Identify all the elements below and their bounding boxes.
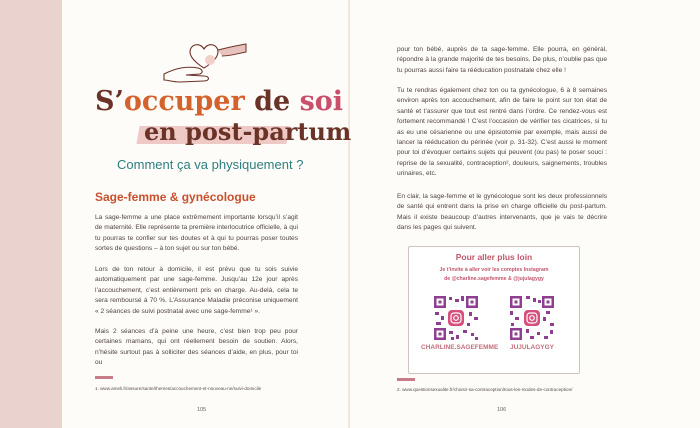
left-footnote: 1. www.ameli.fr/assure/sante/themes/accouchement-et-nouveau-ne/suivi-domicile [95, 386, 262, 391]
qr-label-charline: CHARLINE.SAGEFEMME [421, 344, 499, 351]
card-line-2: de @charline.sagefemme & @jujulagygy [444, 276, 544, 282]
left-paragraph-1: La sage-femme a une place extrêmement importante lorsqu’il s’agit de maternité. Elle représente ta première interlocutrice officielle, à qui tu pourras te confier sur tes doutes et à qui tu pourras poser toutes sortes de questions – à ton sujet ou sur ton bébé. [95, 214, 298, 253]
title-part: de [244, 86, 300, 117]
qr-code-jujulagygy[interactable] [509, 295, 555, 341]
subtitle: Comment ça va physiquement ? [117, 157, 304, 172]
main-title-line2-wrap [144, 118, 351, 146]
card-title: Pour aller plus loin [455, 252, 533, 262]
right-paragraph-3: En clair, la sage-femme et le gynécologue sont les deux professionnels de santé qui entrent dans la prise en charge officielle du post-partum. Mais il existe beaucoup d’autres intervenants, que je vais te décrire dans les pages qui suivent. [397, 193, 607, 232]
title-part-occuper: occuper [123, 86, 245, 117]
left-paragraph-2: Lors de ton retour à domicile, il est prévu que tu sois suivie automatiquement par une sage-femme. Jusqu’au 12e jour après l’accouchement, c’est entièrement pris en charge. Au-delà, cela te sera remboursé à 70 %. L’Assurance Maladie préconise uniquement « 2 séances de suivi postnatal avec une sage-femme¹ ». [95, 266, 298, 315]
main-title-line1 [95, 86, 343, 118]
right-footnote: 2. www.questionsexualite.fr/choisir-sa-contraception/tous-les-modes-de-contraception/ [397, 387, 573, 392]
qr-code-charline[interactable] [433, 295, 479, 341]
title-part-soi: soi [299, 86, 344, 117]
further-reading-card [408, 246, 580, 374]
page-edge-band [0, 0, 62, 428]
section-title: Sage-femme & gynécologue [95, 190, 256, 204]
card-line-1: Je t’invite à aller voir les comptes Instagram [439, 267, 549, 273]
footnote-rule [397, 378, 415, 381]
right-paragraph-1: pour ton bébé, auprès de ta sage-femme. Elle pourra, en général, répondre à la grande majorité de tes besoins. De plus, n’oublie pas que tu pourras aussi faire ta rééducation postnatale chez elle ! [397, 46, 607, 74]
left-paragraph-3: Mais 2 séances d’à peine une heure, c’est bien trop peu pour certaines mamans, qui ont réellement besoin de soutien. Alors, n’hésite surtout pas à solliciter des séances d’aide, en plus, pour toi ou [95, 328, 298, 367]
right-page-number: 106 [497, 407, 507, 413]
right-paragraph-2: Tu te rendras également chez ton ou ta gynécologue, 6 à 8 semaines environ après ton accouchement, afin de faire le point sur ton état de santé et t’assurer que tout est rentré dans l’ordre. Ce rendez-vous est fortement recommandé ! C’est l’occasion de vérifier tes cicatrices, si tu as eu une césarienne ou une épisiotomie par exemple, mais aussi de lancer la rééducation du périnée (voir p. 31-32). C’est aussi le moment pour toi d’évoquer certains sujets qui peuvent (ou pas) te poser souci : reprise de la sexualité, contraception², douleurs, saignements, troubles urinaires, etc. [397, 87, 607, 178]
left-page-number: 105 [197, 407, 207, 413]
title-part: S’ [95, 86, 124, 117]
qr-label-jujulagygy: JUJULAGYGY [509, 344, 555, 351]
hands-heart-illustration [160, 38, 250, 86]
footnote-rule [95, 376, 113, 379]
main-title-line2: en post-partum [144, 117, 352, 146]
